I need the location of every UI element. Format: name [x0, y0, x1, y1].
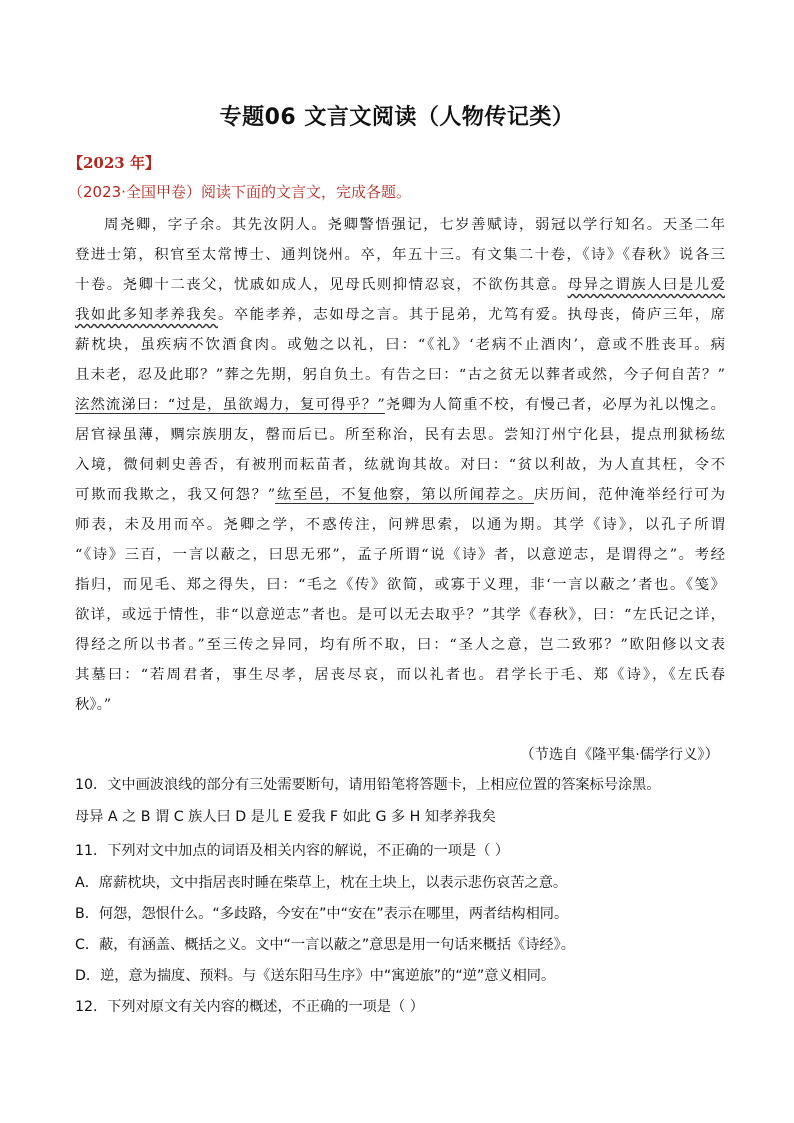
passage-source: （节选自《隆平集·儒学行义》） — [520, 747, 719, 763]
underlined-sentence: 泫然流涕曰：“过是，虽欲竭力，复可得乎？” — [75, 397, 385, 413]
passage-text: 庆历间，范仲淹举经行可为 — [533, 487, 725, 503]
passage-line: 其墓曰：“若周君者，事生尽孝，居丧尽哀，而以礼者也。君学长于毛、郑《诗》，《左氏春 — [75, 667, 725, 683]
passage-line — [75, 390, 725, 420]
question-10-options: 母异 A 之 B 谓 C 族人曰 D 是儿 E 爱我 F 如此 G 多 H 知孝养我矣 — [75, 809, 496, 825]
underlined-sentence: 纮至邑，不复他察，第以所闻荐之。 — [275, 487, 534, 503]
passage-line: 登进士第，积官至太常博士、通判饶州。卒，年五十三。有文集二十卷，《诗》《春秋》说各三 — [75, 247, 725, 263]
passage-text: 可欺而我欺之，我又何怨？” — [75, 487, 276, 503]
question-intro: （2023·全国甲卷）阅读下面的文言文，完成各题。 — [68, 183, 411, 201]
passage-line: 周尧卿，字子余。其先汝阴人。尧卿警悟强记，七岁善赋诗，弱冠以学行知名。天圣二年 — [104, 217, 725, 233]
passage-line: 入境，微伺刺史善否，有被刑而耘苗者，纮就询其故。对曰：“贫以利故，为人直其枉，令不 — [75, 457, 725, 473]
question-11: 11．下列对文中加点的词语及相关内容的解说，不正确的一项是（ ） — [75, 843, 510, 859]
passage-text: 十卷。尧卿十二丧父，忧戚如成人，见母氏则抑情忍哀，不欲伤其意。 — [75, 277, 568, 293]
passage-line: 薪枕块，虽疾病不饮酒食肉。或勉之以礼，曰：“《礼》‘老病不止酒肉’，意或不胜丧耳。病 — [75, 337, 725, 353]
question-12: 12．下列对原文有关内容的概述，不正确的一项是（ ） — [75, 999, 424, 1015]
passage-line — [75, 300, 725, 330]
passage-line — [75, 270, 725, 300]
passage-line: 居官禄虽薄，赒宗族朋友，罄而后已。所至称治，民有去思。尝知汀州宁化县，提点刑狱杨纮 — [75, 427, 725, 443]
passage-line: 得经之所以书者。”至三传之异同，均有所不取，曰：“圣人之意，岂二致邪？”欧阳修以文表 — [75, 637, 725, 653]
passage-line: 且未老，忍及此耶？”葬之先期，躬自负土。有告之曰：“古之贫无以葬者或然，今子何自苦？” — [75, 367, 725, 383]
passage-line — [75, 480, 725, 510]
passage-line: 指归，而见毛、郑之得失，曰：“毛之《传》欲简，或寡于义理，非‘一言以蔽之’者也。《笺》 — [75, 577, 725, 593]
passage-line: 欲详，或远于情性，非“以意逆志”者也。是可以无去取乎？”其学《春秋》，曰：“左氏记之详， — [75, 607, 725, 623]
passage-text: 尧卿为人简重不校，有慢己者，必厚为礼以愧之。 — [384, 397, 725, 413]
option-b: B．何怨，怨恨什么。“多歧路，今安在”中“安在”表示在哪里，两者结构相同。 — [75, 906, 569, 922]
passage-line: “《诗》三百，一言以蔽之，曰思无邪”，孟子所谓“说《诗》者，以意逆志，是谓得之”。考经 — [75, 547, 725, 563]
passage-line: 秋》。” — [75, 697, 112, 713]
page-title: 专题06 文言文阅读（人物传记类） — [219, 105, 575, 130]
wavy-underlined-text: 母异之谓族人曰是儿爱 — [567, 277, 725, 293]
section-year: 【2023 年】 — [68, 154, 160, 172]
option-c: C．蔽，有涵盖、概括之义。文中“一言以蔽之”意思是用一句话来概括《诗经》。 — [75, 937, 575, 953]
passage-line: 师表，未及用而卒。尧卿之学，不惑传注，问辨思索，以通为期。其学《诗》，以孔子所谓 — [75, 517, 725, 533]
question-10: 10．文中画波浪线的部分有三处需要断句，请用铅笔将答题卡，上相应位置的答案标号涂黑。 — [75, 777, 661, 793]
wavy-underlined-text: 我如此多知孝养我矣 — [75, 307, 219, 323]
option-d: D．逆，意为揣度、预料。与《送东阳马生序》中“寓逆旅”的“逆”意义相同。 — [75, 968, 556, 984]
passage-text: 。卒能孝养，志如母之言。其于昆弟，尤笃有爱。执母丧，倚庐三年，席 — [218, 307, 725, 323]
option-a: A．席薪枕块，文中指居丧时睡在柴草上，枕在土块上，以表示悲伤哀苦之意。 — [75, 875, 568, 891]
